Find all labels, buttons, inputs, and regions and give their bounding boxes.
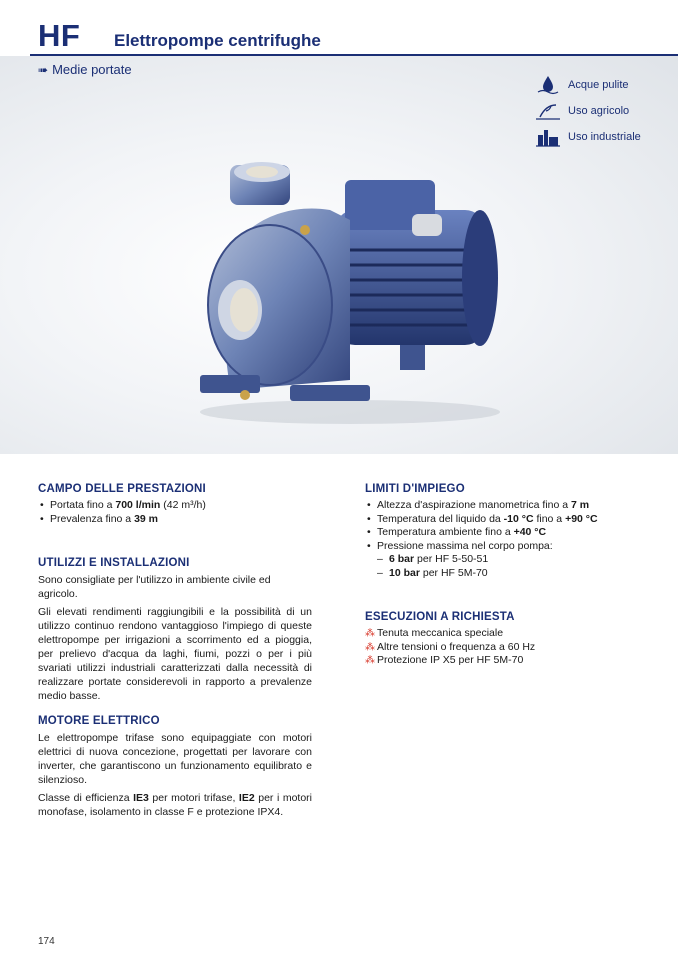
list-item: ⁂ Altre tensioni o frequenza a 60 Hz [365,641,665,655]
usage-item [536,72,676,98]
list-item: ⁂ Protezione IP X5 per HF 5M-70 [365,654,665,668]
usage-label: Acque pulite [568,79,629,91]
usage-label: Uso industriale [568,131,641,143]
section-title: ESECUZIONI A RICHIESTA [365,611,515,623]
subtitle-text: Medie portate [52,62,132,77]
section-title: CAMPO DELLE PRESTAZIONI [38,483,206,495]
arrow-right-icon: ➠ [38,63,49,77]
section-limiti [365,483,665,580]
page-header [0,0,678,58]
section-esecuzioni [365,611,665,668]
sub-list-item: – 10 bar per HF 5M-70 [365,567,665,581]
section-title: UTILIZZI E INSTALLAZIONI [38,557,190,569]
usage-item [536,124,676,150]
page-title: Elettropompe centrifughe [114,31,321,50]
list-item: • Temperatura ambiente fino a +40 °C [365,526,665,540]
sub-list-item: – 6 bar per HF 5-50-51 [365,553,665,567]
paragraph: Sono consigliate per l'utilizzo in ambiente civile ed agricolo. [38,574,271,600]
list-item: • Pressione massima nel corpo pompa: [365,540,665,554]
list-item: • Prevalenza fino a 39 m [38,513,318,527]
pump-illustration [190,150,510,430]
list-item: • Altezza d'aspirazione manometrica fino a 7 m [365,499,665,513]
page-number: 174 [38,936,55,947]
section-title: MOTORE ELETTRICO [38,715,160,727]
list-item: • Temperatura del liquido da -10 °C fino a +90 °C [365,513,665,527]
section-campo [38,483,318,526]
water-drop-icon [536,75,560,95]
subtitle [38,62,132,77]
product-code: HF [38,18,81,53]
usage-label: Uso agricolo [568,105,630,117]
paragraph: Classe di efficienza IE3 per motori trifase, IE2 per i motori monofase, isolamento in classe F e protezione IPX4. [38,792,313,818]
list-item: • Portata fino a 700 l/min (42 m³/h) [38,499,318,513]
paragraph: Gli elevati rendimenti raggiungibili e la possibilità di un utilizzo continuo rendono vantaggioso l'impiego di queste elettropompe per irrigazioni a scorrimento ed a pioggia, per prelievo d'acqua da laghi, fiumi, pozzi o per i più svariati utilizzi industriali caratterizzati dalla necessità di realizzare portate considerevoli in rapporto a prevalenze medio basse. [38,606,312,702]
section-motore [38,715,312,823]
section-title: LIMITI D'IMPIEGO [365,483,465,495]
industry-icon [536,127,560,147]
list-item: ⁂ Tenuta meccanica speciale [365,627,665,641]
usage-list [536,72,676,150]
paragraph: Le elettropompe trifase sono equipaggiate con motori elettrici di nuova concezione, progettati per lavorare con inverter, che garantiscono un funzionamento equilibrato e silenzioso. [38,732,312,786]
usage-item [536,98,676,124]
agriculture-icon [536,101,560,121]
section-utilizzi [38,557,312,707]
